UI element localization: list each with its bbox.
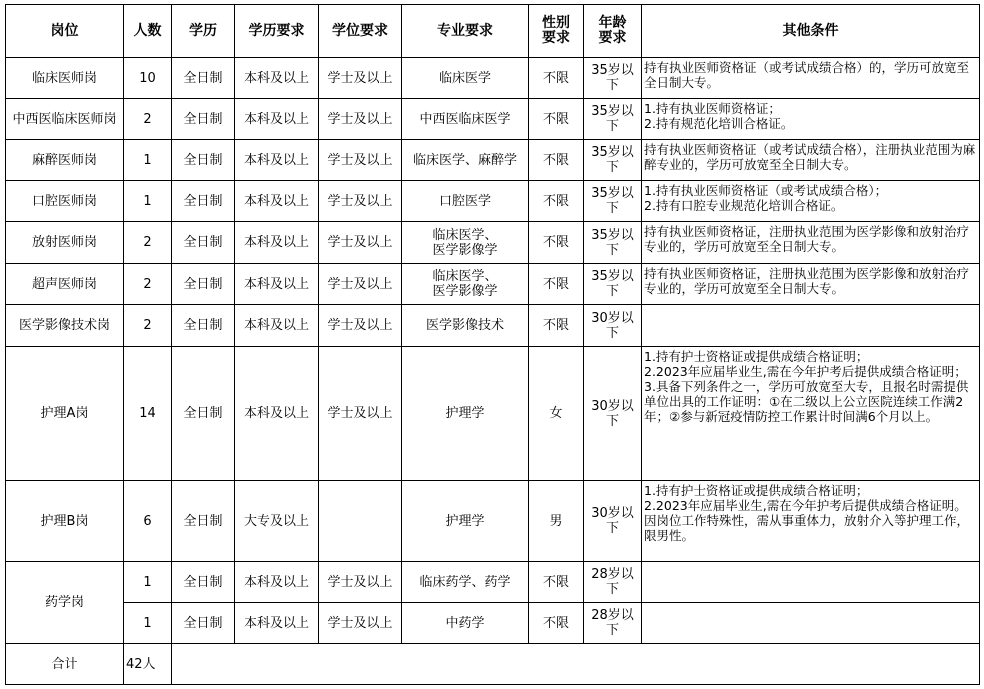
cell-gender: 不限: [529, 181, 584, 222]
cell-count: 1: [124, 181, 172, 222]
cell-education: 全日制: [172, 99, 235, 140]
header-position: 岗位: [6, 5, 124, 58]
total-label: 合计: [6, 644, 124, 685]
cell-age: 35岁以下: [584, 58, 642, 99]
cell-other: [642, 562, 980, 603]
cell-other: 1.持有执业医师资格证； 2.持有规范化培训合格证。: [642, 99, 980, 140]
cell-age: 35岁以下: [584, 99, 642, 140]
table-row: [6, 222, 980, 264]
cell-age: 35岁以下: [584, 264, 642, 305]
cell-other: 持有执业医师资格证，注册执业范围为医学影像和放射治疗专业的，学历可放宽至全日制大专。: [642, 264, 980, 305]
cell-gender: 男: [529, 481, 584, 562]
total-value: 42人: [124, 644, 172, 685]
cell-gender: 不限: [529, 99, 584, 140]
recruitment-table: [5, 4, 980, 685]
cell-age: 28岁以下: [584, 603, 642, 644]
cell-major: 护理学: [402, 481, 529, 562]
cell-edu-req: 本科及以上: [235, 603, 319, 644]
cell-other: [642, 305, 980, 347]
cell-count: 2: [124, 222, 172, 264]
cell-other: 1.持有执业医师资格证（或考试成绩合格）； 2.持有口腔专业规范化培训合格证。: [642, 181, 980, 222]
table-row: [6, 603, 980, 644]
cell-other: 1.持有护士资格证或提供成绩合格证明； 2.2023年应届毕业生,需在今年护考后提供成绩合格证明； 3.具备下列条件之一，学历可放宽至大专，且报名时需提供单位出具的工作证明：①在二级以上公立医院连续工作满2年；②参与新冠疫情防控工作累计时间满6个月以上。: [642, 347, 980, 481]
table-row: [6, 481, 980, 562]
cell-position: 麻醉医师岗: [6, 140, 124, 181]
cell-degree-req: 学士及以上: [319, 264, 402, 305]
table-row: [6, 305, 980, 347]
cell-education: 全日制: [172, 305, 235, 347]
cell-count: 10: [124, 58, 172, 99]
cell-edu-req: 本科及以上: [235, 562, 319, 603]
cell-education: 全日制: [172, 140, 235, 181]
cell-age: 35岁以下: [584, 140, 642, 181]
cell-count: 2: [124, 99, 172, 140]
cell-degree-req: 学士及以上: [319, 181, 402, 222]
cell-gender: 不限: [529, 140, 584, 181]
cell-position: 医学影像技术岗: [6, 305, 124, 347]
cell-education: 全日制: [172, 222, 235, 264]
cell-count: 2: [124, 305, 172, 347]
total-empty: [172, 644, 980, 685]
cell-degree-req: 学士及以上: [319, 305, 402, 347]
cell-gender: 不限: [529, 222, 584, 264]
cell-age: 30岁以下: [584, 305, 642, 347]
header-degree-req: 学位要求: [319, 5, 402, 58]
cell-position: 护理B岗: [6, 481, 124, 562]
cell-edu-req: 本科及以上: [235, 264, 319, 305]
cell-count: 14: [124, 347, 172, 481]
cell-position: 护理A岗: [6, 347, 124, 481]
table-row: [6, 562, 980, 603]
cell-count: 1: [124, 140, 172, 181]
cell-edu-req: 本科及以上: [235, 58, 319, 99]
table-row: [6, 99, 980, 140]
cell-education: 全日制: [172, 264, 235, 305]
cell-edu-req: 大专及以上: [235, 481, 319, 562]
cell-education: 全日制: [172, 347, 235, 481]
cell-edu-req: 本科及以上: [235, 222, 319, 264]
cell-other: 持有执业医师资格证，注册执业范围为医学影像和放射治疗专业的，学历可放宽至全日制大专。: [642, 222, 980, 264]
cell-edu-req: 本科及以上: [235, 181, 319, 222]
table-row: [6, 347, 980, 481]
cell-edu-req: 本科及以上: [235, 347, 319, 481]
cell-education: 全日制: [172, 481, 235, 562]
cell-gender: 不限: [529, 562, 584, 603]
cell-degree-req: 学士及以上: [319, 140, 402, 181]
cell-age: 35岁以下: [584, 222, 642, 264]
cell-other: [642, 603, 980, 644]
cell-other: 1.持有护士资格证或提供成绩合格证明； 2.2023年应届毕业生,需在今年护考后提供成绩合格证明。因岗位工作特殊性，需从事重体力，放射介入等护理工作，限男性。: [642, 481, 980, 562]
cell-major: 中西医临床医学: [402, 99, 529, 140]
cell-count: 2: [124, 264, 172, 305]
cell-gender: 不限: [529, 58, 584, 99]
cell-gender: 不限: [529, 264, 584, 305]
cell-edu-req: 本科及以上: [235, 305, 319, 347]
cell-major: 临床药学、药学: [402, 562, 529, 603]
header-edu-req: 学历要求: [235, 5, 319, 58]
table-row: [6, 181, 980, 222]
table-row: [6, 140, 980, 181]
cell-degree-req: 学士及以上: [319, 222, 402, 264]
header-other: 其他条件: [642, 5, 980, 58]
header-gender-req: 性别 要求: [529, 5, 584, 58]
cell-major: 临床医学、麻醉学: [402, 140, 529, 181]
cell-age: 30岁以下: [584, 347, 642, 481]
cell-gender: 不限: [529, 603, 584, 644]
cell-count: 1: [124, 562, 172, 603]
cell-major: 临床医学: [402, 58, 529, 99]
cell-gender: 不限: [529, 305, 584, 347]
header-count: 人数: [124, 5, 172, 58]
cell-major: 临床医学、 医学影像学: [402, 222, 529, 264]
header-education: 学历: [172, 5, 235, 58]
cell-degree-req: 学士及以上: [319, 99, 402, 140]
cell-position-pharmacy: 药学岗: [6, 562, 124, 644]
header-age-req: 年龄 要求: [584, 5, 642, 58]
cell-major: 护理学: [402, 347, 529, 481]
cell-age: 28岁以下: [584, 562, 642, 603]
cell-other: 持有执业医师资格证（或考试成绩合格），注册执业范围为麻醉专业的，学历可放宽至全日制大专。: [642, 140, 980, 181]
cell-major: 临床医学、 医学影像学: [402, 264, 529, 305]
table-row: [6, 58, 980, 99]
cell-position: 临床医师岗: [6, 58, 124, 99]
cell-degree-req: 学士及以上: [319, 58, 402, 99]
cell-degree-req: 学士及以上: [319, 562, 402, 603]
table-row: [6, 264, 980, 305]
cell-count: 1: [124, 603, 172, 644]
cell-position: 口腔医师岗: [6, 181, 124, 222]
header-row: [6, 5, 980, 58]
cell-major: 医学影像技术: [402, 305, 529, 347]
cell-position: 超声医师岗: [6, 264, 124, 305]
cell-position: 中西医临床医师岗: [6, 99, 124, 140]
cell-age: 30岁以下: [584, 481, 642, 562]
cell-age: 35岁以下: [584, 181, 642, 222]
cell-count: 6: [124, 481, 172, 562]
cell-degree-req: 学士及以上: [319, 347, 402, 481]
cell-edu-req: 本科及以上: [235, 99, 319, 140]
cell-other: 持有执业医师资格证（或考试成绩合格）的，学历可放宽至全日制大专。: [642, 58, 980, 99]
cell-education: 全日制: [172, 181, 235, 222]
cell-education: 全日制: [172, 562, 235, 603]
cell-major: 口腔医学: [402, 181, 529, 222]
total-row: [6, 644, 980, 685]
cell-education: 全日制: [172, 603, 235, 644]
cell-edu-req: 本科及以上: [235, 140, 319, 181]
cell-degree-req: 学士及以上: [319, 603, 402, 644]
cell-degree-req: [319, 481, 402, 562]
cell-major: 中药学: [402, 603, 529, 644]
header-major-req: 专业要求: [402, 5, 529, 58]
cell-education: 全日制: [172, 58, 235, 99]
cell-gender: 女: [529, 347, 584, 481]
cell-position: 放射医师岗: [6, 222, 124, 264]
